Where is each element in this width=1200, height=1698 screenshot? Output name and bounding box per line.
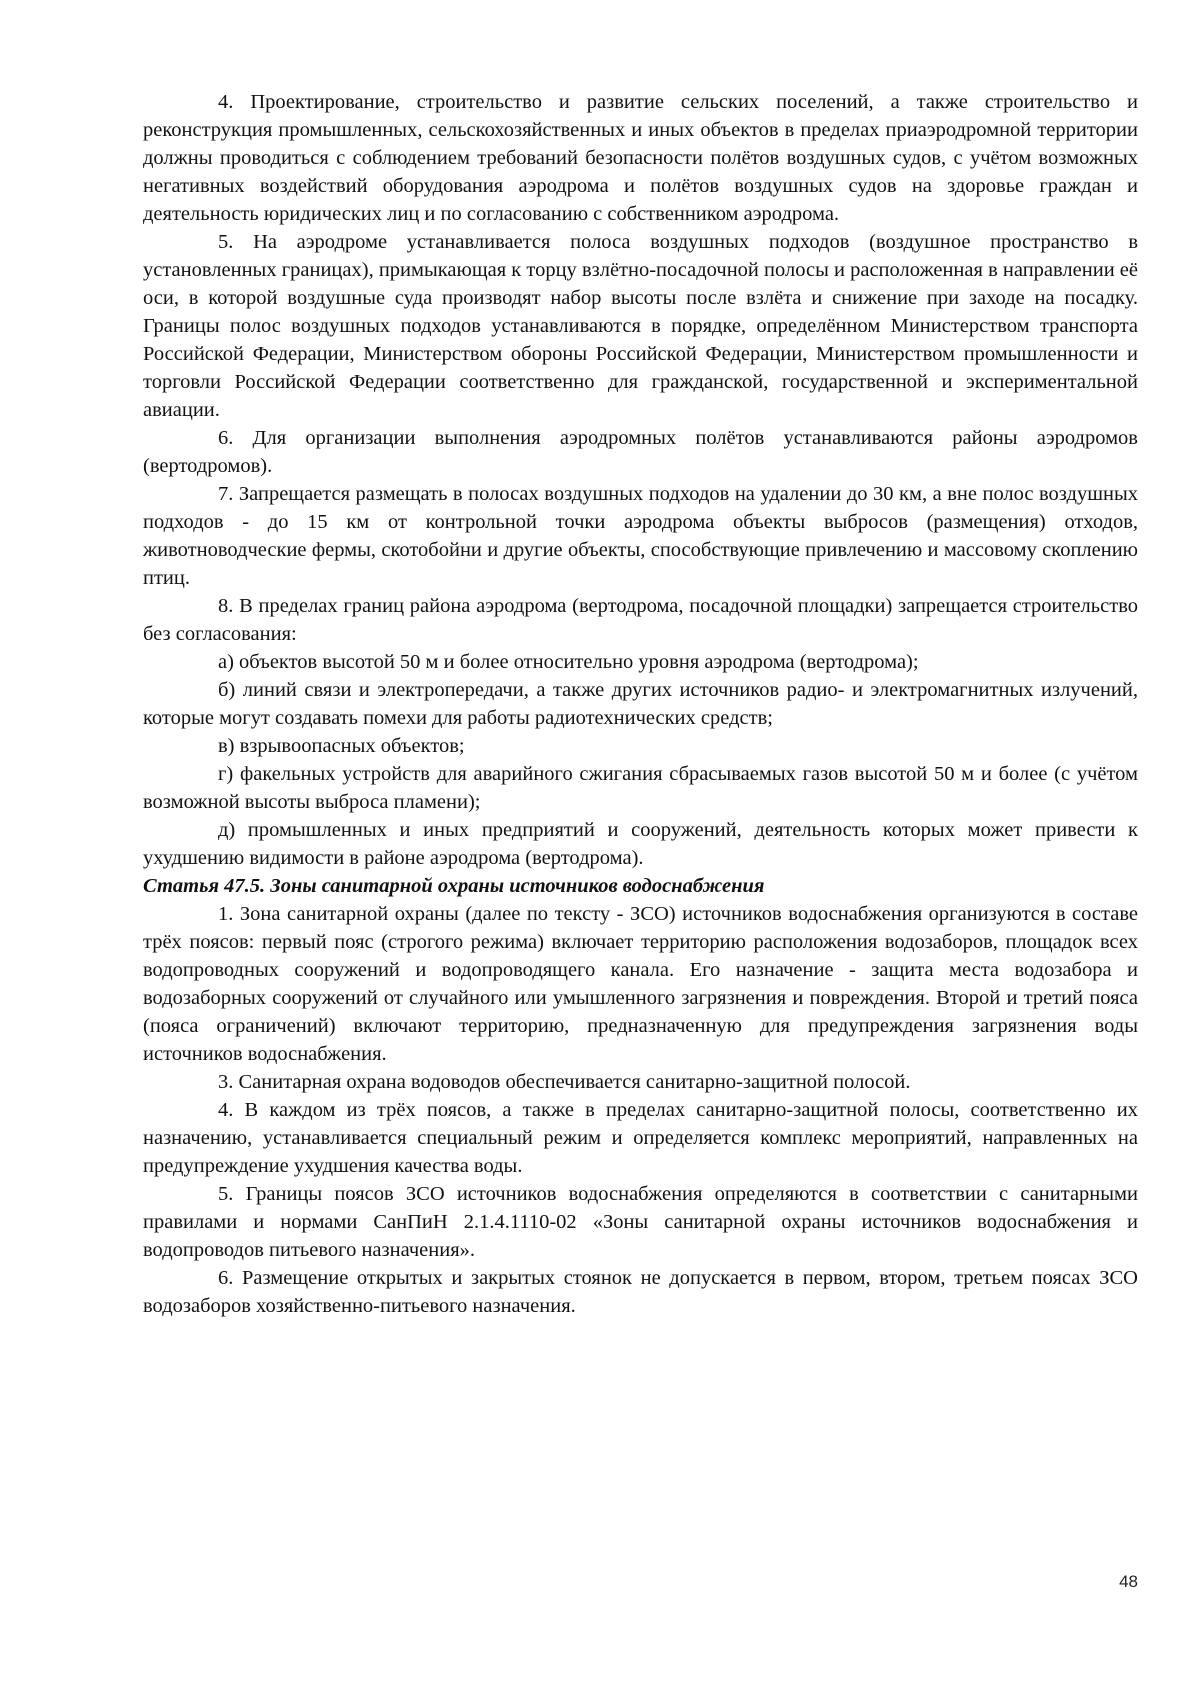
paragraph-1-sanitary-zone: 1. Зона санитарной охраны (далее по тексту - ЗСО) источников водоснабжения организуются в составе трёх поясов: первый пояс (строгого режима) включает территорию расположения водозаборов, площадок всех водопроводных сооружений и водопроводящего канала. Его назначение - защита места водозабора и водозаборных сооружений от случайного или умышленного загрязнения и повреждения. Второй и третий пояса (пояса ограничений) включают территорию, предназначенную для предупреждения загрязнения воды источников водоснабжения. xyxy=(143,903,1138,1065)
list-item-d: д) промышленных и иных предприятий и сооружений, деятельность которых может привести к ухудшению видимости в районе аэродрома (вертодрома). xyxy=(143,819,1138,869)
list-item-b: б) линий связи и электропередачи, а также других источников радио- и электромагнитных излучений, которые могут создавать помехи для работы радиотехнических средств; xyxy=(143,679,1138,729)
paragraph-4-airfield-territory: 4. Проектирование, строительство и развитие сельских поселений, а также строительство и реконструкция промышленных, сельскохозяйственных и иных объектов в пределах приаэродромной территории должны проводиться с соблюдением требований безопасности полётов воздушных судов, с учётом возможных негативных воздействий оборудования аэродрома и полётов воздушных судов на здоровье граждан и деятельность юридических лиц и по согласованию с собственником аэродрома. xyxy=(143,91,1138,225)
paragraph-8-construction-approval: 8. В пределах границ района аэродрома (вертодрома, посадочной площадки) запрещается строительство без согласования: xyxy=(143,595,1138,645)
paragraph-5-approach-strip: 5. На аэродроме устанавливается полоса воздушных подходов (воздушное пространство в установленных границах), примыкающая к торцу взлётно-посадочной полосы и расположенная в направлении её оси, в которой воздушные суда производят набор высоты после взлёта и снижение при заходе на посадку. Границы полос воздушных подходов устанавливаются в порядке, определённом Министерством транспорта Российской Федерации, Министерством обороны Российской Федерации, Министерством промышленности и торговли Российской Федерации соответственно для гражданской, государственной и экспериментальной авиации. xyxy=(143,231,1138,421)
page-number: 48 xyxy=(1119,1572,1138,1591)
list-item-v: в) взрывоопасных объектов; xyxy=(218,735,465,757)
paragraph-5-zone-boundaries: 5. Границы поясов ЗСО источников водоснабжения определяются в соответствии с санитарными правилами и нормами СанПиН 2.1.4.1110-02 «Зоны санитарной охраны источников водоснабжения и водопроводов питьевого назначения». xyxy=(143,1183,1138,1261)
paragraph-6-airfield-areas: 6. Для организации выполнения аэродромных полётов устанавливаются районы аэродромов (вертодромов). xyxy=(143,427,1138,477)
paragraph-6-parking-restriction: 6. Размещение открытых и закрытых стоянок не допускается в первом, втором, третьем поясах ЗСО водозаборов хозяйственно-питьевого назначения. xyxy=(143,1267,1138,1317)
paragraph-7-prohibited-objects: 7. Запрещается размещать в полосах воздушных подходов на удалении до 30 км, а вне полос воздушных подходов - до 15 км от контрольной точки аэродрома объекты выбросов (размещения) отходов, животноводческие фермы, скотобойни и другие объекты, способствующие привлечению и массовому скоплению птиц. xyxy=(143,483,1138,589)
article-heading: Статья 47.5. Зоны санитарной охраны источников водоснабжения xyxy=(143,875,765,897)
list-item-g: г) факельных устройств для аварийного сжигания сбрасываемых газов высотой 50 м и более (с учётом возможной высоты выброса пламени); xyxy=(143,763,1138,813)
paragraph-4-special-regime: 4. В каждом из трёх поясов, а также в пределах санитарно-защитной полосы, соответственно их назначению, устанавливается специальный режим и определяется комплекс мероприятий, направленных на предупреждение ухудшения качества воды. xyxy=(143,1099,1138,1177)
document-page xyxy=(143,88,1138,1320)
list-item-a: а) объектов высотой 50 м и более относительно уровня аэродрома (вертодрома); xyxy=(218,651,919,673)
paragraph-3-water-conduits: 3. Санитарная охрана водоводов обеспечивается санитарно-защитной полосой. xyxy=(218,1071,911,1093)
